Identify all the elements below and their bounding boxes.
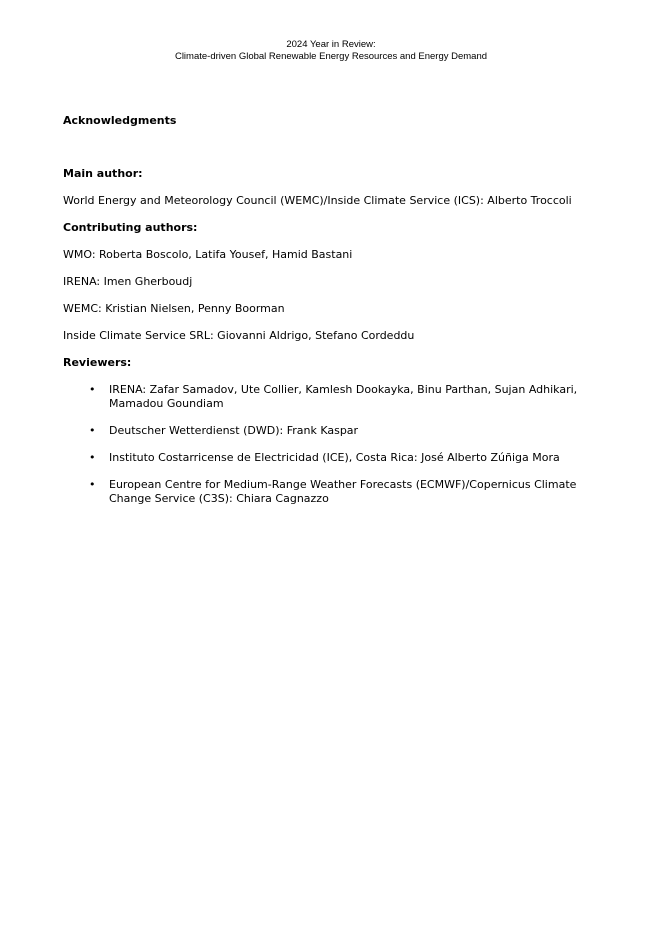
reviewer-text: Instituto Costarricense de Electricidad (ICE), Costa Rica: José Alberto Zúñiga Mora — [109, 451, 560, 464]
reviewer-text: European Centre for Medium-Range Weather Forecasts (ECMWF)/Copernicus Climate Change Service (C3S): Chiara Cagnazzo — [109, 478, 577, 505]
main-author-heading: Main author: — [63, 167, 143, 180]
reviewers-heading: Reviewers: — [63, 356, 132, 369]
document-body — [63, 114, 603, 519]
contributing-author-wemc: WEMC: Kristian Nielsen, Penny Boorman — [63, 302, 285, 315]
reviewer-item-dwd — [89, 424, 603, 438]
bullet-icon: • — [89, 478, 96, 491]
header-line-2: Climate-driven Global Renewable Energy Resources and Energy Demand — [174, 51, 488, 62]
page-header — [0, 39, 662, 63]
reviewer-text: Deutscher Wetterdienst (DWD): Frank Kaspar — [109, 424, 359, 437]
reviewers-list — [63, 383, 603, 506]
bullet-icon: • — [89, 383, 96, 396]
reviewer-item-ecmwf — [89, 478, 603, 506]
contributing-author-ics: Inside Climate Service SRL: Giovanni Aldrigo, Stefano Cordeddu — [63, 329, 415, 342]
main-author-text: World Energy and Meteorology Council (WEMC)/Inside Climate Service (ICS): Alberto Troccoli — [63, 194, 572, 207]
reviewer-text: IRENA: Zafar Samadov, Ute Collier, Kamlesh Dookayka, Binu Parthan, Sujan Adhikari, Mamadou Goundiam — [109, 383, 578, 410]
reviewer-item-ice — [89, 451, 603, 465]
contributing-author-irena: IRENA: Imen Gherboudj — [63, 275, 193, 288]
page-title: Acknowledgments — [63, 114, 177, 127]
bullet-icon: • — [89, 451, 96, 464]
reviewer-item-irena — [89, 383, 603, 411]
bullet-icon: • — [89, 424, 96, 437]
contributing-authors-heading: Contributing authors: — [63, 221, 198, 234]
contributing-author-wmo: WMO: Roberta Boscolo, Latifa Yousef, Hamid Bastani — [63, 248, 353, 261]
header-line-1: 2024 Year in Review: — [286, 39, 376, 50]
